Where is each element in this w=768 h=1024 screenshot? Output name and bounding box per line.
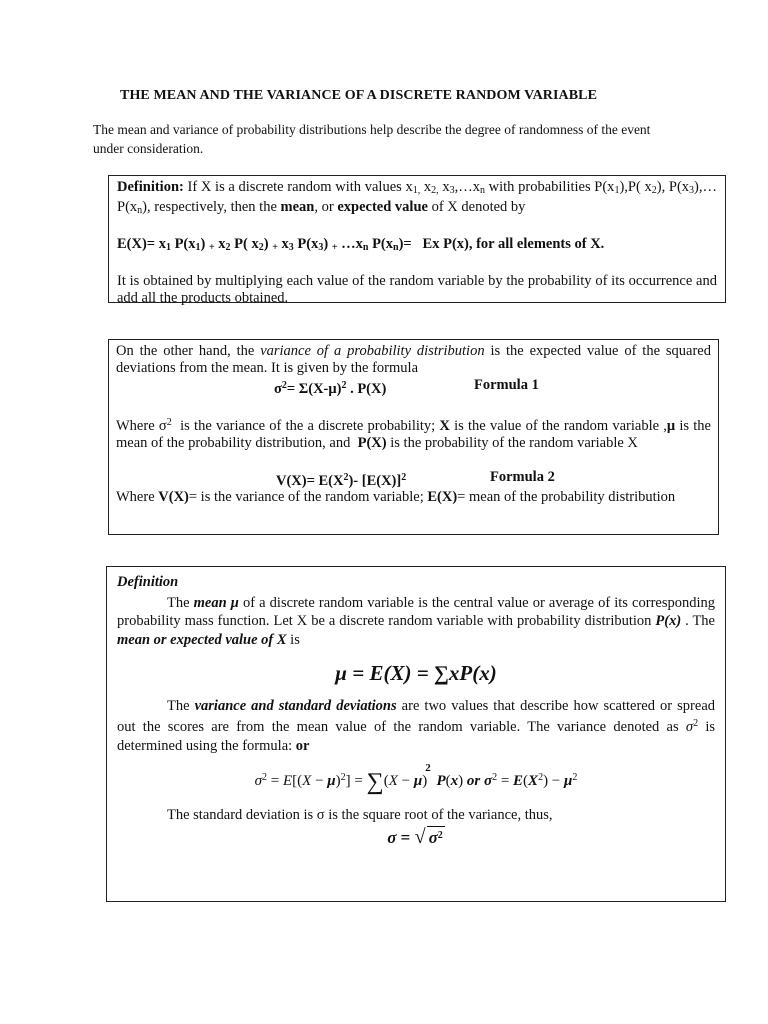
std-dev-text: The standard deviation is σ is the square root of the variance, thus, [167, 806, 553, 823]
definition-box-mean [108, 175, 726, 306]
definition-label: Definition: [117, 179, 184, 195]
intro-paragraph: The mean and variance of probability distributions help describe the degree of randomness of the event under consideration. [93, 122, 651, 156]
definition-text: Definition: If X is a discrete random with values $x_{1,}$ $x_{2,}$ $x_3,\dots x_n$ with probabilities $P(x_1),P$( $x_2$), $P(x_3),\dots P(x_n)$, respectively, then the mean, or expected value of X denoted by [117, 179, 717, 216]
summation-symbol: ∑ [366, 769, 384, 795]
variance-box [108, 339, 719, 535]
variance-definition-text: The variance and standard deviations are two values that describe how scattered or spread out the scores are from the mean value of the random variable. The variance denoted as $\sigma^2$ is determined using the formula: or [117, 697, 715, 754]
definition-box-mean-variance [106, 566, 726, 902]
formula-1-line [116, 377, 711, 397]
std-dev-equation: σ = √ $\sigma^2$ [387, 826, 443, 848]
page-title: THE MEAN AND THE VARIANCE OF A DISCRETE RANDOM VARIABLE [120, 88, 598, 103]
square-root-icon: √ [414, 826, 426, 848]
mean-equation: μ = E(X) = ∑xP(x) [335, 661, 497, 685]
variance-equation: $\sigma^2 = E[(X - \mu)^2] = \sum(X - \mu)^2$ P(x) or $\sigma^2 = E(X^2) - \mu^2$ [254, 762, 578, 795]
mean-definition-text: The mean μ of a discrete random variable is the central value or average of its corresponding probability mass function. Let X be a discrete random variable with probability distribution P(x) . The mean or expected value of X is [117, 594, 716, 648]
formula-1-label: Formula 1 [474, 377, 539, 393]
formula-2-label: Formula 2 [490, 469, 555, 485]
variance-intro: On the other hand, the variance of a probability distribution is the expected value of the squared deviations from the mean. It is given by the formula [116, 343, 711, 376]
formula-2: $V(X)= E(X^2)-$ $[E(X)]^2$ [276, 472, 407, 489]
expected-value-formula: $E(X)= x_1$ $P(x_1)$ $_+$ $x_2$ P( $x_2$) $_+$ $x_3$ $P(x_3)$ $_+$ $\dots x_n$ $P(x_n)= Ex$ P(x), for all elements of X. [117, 236, 605, 253]
formula-1: $\sigma^2= \Sigma(X-\mu)^2$ . P(X) [274, 380, 387, 397]
definition-heading: Definition [117, 574, 179, 590]
formula-2-line [116, 469, 711, 489]
obtained-text: It is obtained by multiplying each value of the random variable by the probability of its occurrence and add all the products obtained. [117, 273, 717, 306]
formula-1-explanation: Where $\sigma^2$ is the variance of the a discrete probability; X is the value of the random variable ,μ is the mean of the probability distribution, and P(X) is the probability of the random variable X [116, 417, 711, 451]
formula-2-explanation: Where V(X)= is the variance of the random variable; E(X)= mean of the probability distribution [116, 489, 676, 505]
